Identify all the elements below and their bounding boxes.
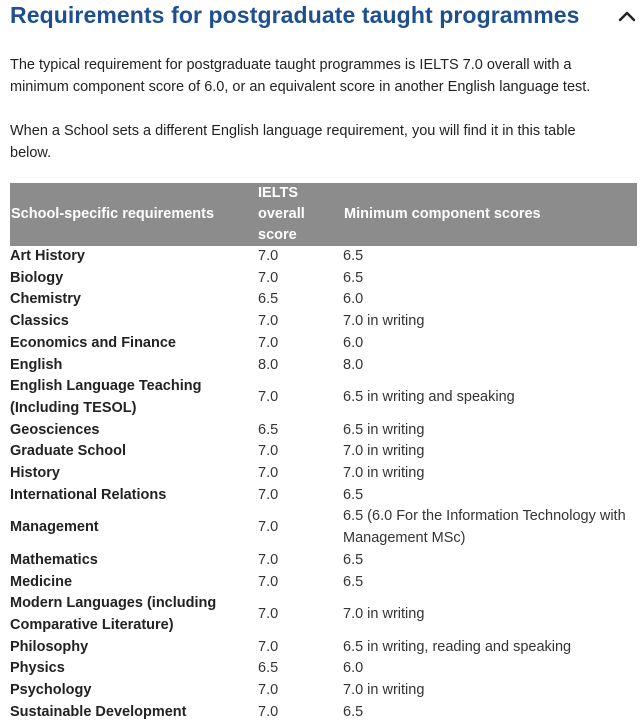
component-score-cell: 8.0 <box>343 356 364 373</box>
ielts-score-cell: 7.0 <box>258 703 279 720</box>
ielts-score-cell: 7.0 <box>258 465 279 482</box>
school-name-cell: Geosciences <box>10 421 100 438</box>
ielts-score-cell: 7.0 <box>258 334 279 351</box>
ielts-score-cell: 7.0 <box>258 682 279 699</box>
school-name-cell: Sustainable Development <box>10 703 187 720</box>
school-name-cell: Mathematics <box>10 551 98 568</box>
table-row <box>10 376 637 419</box>
component-score-cell: 6.5 in writing <box>343 421 425 438</box>
table-row <box>10 658 637 680</box>
table-row <box>10 463 637 485</box>
header-school: School-specific requirements <box>10 183 258 246</box>
component-score-cell: 6.5 <box>343 486 364 503</box>
school-name-cell: Modern Languages (including Comparative Literature) <box>10 595 217 633</box>
table-row <box>10 593 637 636</box>
chevron-up-icon[interactable] <box>616 6 638 28</box>
ielts-score-cell: 7.0 <box>258 606 279 623</box>
table-header-row <box>10 183 637 246</box>
table-row <box>10 355 637 377</box>
component-score-cell: 6.0 <box>343 291 364 308</box>
school-name-cell: Psychology <box>10 682 92 699</box>
ielts-score-cell: 8.0 <box>258 356 279 373</box>
ielts-score-cell: 7.0 <box>258 638 279 655</box>
school-name-cell: History <box>10 465 60 482</box>
school-name-cell: Management <box>10 519 99 536</box>
table-row <box>10 485 637 507</box>
component-score-cell: 6.5 <box>343 573 364 590</box>
section-header[interactable] <box>10 0 644 34</box>
school-name-cell: International Relations <box>10 486 167 503</box>
component-score-cell: 6.5 <box>343 248 364 264</box>
component-score-cell: 6.5 <box>343 551 364 568</box>
ielts-score-cell: 7.0 <box>258 573 279 590</box>
table-row <box>10 680 637 702</box>
table-body <box>10 246 637 723</box>
component-score-cell: 6.5 in writing and speaking <box>343 389 515 406</box>
component-score-cell: 7.0 in writing <box>343 465 425 482</box>
ielts-score-cell: 7.0 <box>258 443 279 460</box>
ielts-score-cell: 6.5 <box>258 660 279 677</box>
ielts-score-cell: 7.0 <box>258 269 279 286</box>
school-name-cell: English Language Teaching (Including TESOL) <box>10 378 202 416</box>
table-row <box>10 441 637 463</box>
table-row <box>10 311 637 333</box>
header-ielts-line1: IELTS <box>258 185 299 201</box>
table-row <box>10 246 637 268</box>
school-name-cell: Chemistry <box>10 291 81 308</box>
table-row <box>10 420 637 442</box>
ielts-score-cell: 7.0 <box>258 313 279 330</box>
ielts-score-cell: 7.0 <box>258 551 279 568</box>
school-name-cell: Medicine <box>10 573 73 590</box>
component-score-cell: 7.0 in writing <box>343 606 425 623</box>
school-name-cell: Biology <box>10 269 64 286</box>
header-ielts <box>258 183 343 246</box>
intro-paragraph-typical: The typical requirement for postgraduate taught programmes is IELTS 7.0 overall with a minimum component score of 6.0, or an equivalent score in another English language test. <box>10 57 591 95</box>
ielts-score-cell: 7.0 <box>258 389 279 406</box>
table-row <box>10 268 637 290</box>
component-score-cell: 6.5 <box>343 703 364 720</box>
school-name-cell: Classics <box>10 313 69 330</box>
intro-paragraph-school: When a School sets a different English language requirement, you will find it in this table below. <box>10 123 576 161</box>
table-row <box>10 637 637 659</box>
table-row <box>10 572 637 594</box>
component-score-cell: 6.5 <box>343 269 364 286</box>
component-score-cell: 7.0 in writing <box>343 313 425 330</box>
component-score-cell: 6.0 <box>343 334 364 351</box>
school-name-cell: Graduate School <box>10 443 127 460</box>
component-score-cell: 7.0 in writing <box>343 443 425 460</box>
school-name-cell: Philosophy <box>10 638 89 655</box>
table-row <box>10 702 637 723</box>
table-row <box>10 333 637 355</box>
table-row <box>10 289 637 311</box>
school-name-cell: Economics and Finance <box>10 334 176 351</box>
ielts-score-cell: 6.5 <box>258 421 279 438</box>
component-score-cell: 7.0 in writing <box>343 682 425 699</box>
requirements-table <box>10 183 637 723</box>
component-score-cell: 6.5 (6.0 For the Information Technology with Management MSc) <box>343 508 626 547</box>
header-ielts-line2: overall score <box>258 206 305 243</box>
ielts-score-cell: 7.0 <box>258 486 279 503</box>
header-components: Minimum component scores <box>343 183 637 246</box>
component-score-cell: 6.0 <box>343 660 364 677</box>
school-name-cell: Physics <box>10 660 65 677</box>
ielts-score-cell: 7.0 <box>258 248 279 264</box>
table-row <box>10 550 637 572</box>
school-name-cell: English <box>10 356 63 373</box>
ielts-score-cell: 6.5 <box>258 291 279 308</box>
school-name-cell: Art History <box>10 248 85 264</box>
section-title: Requirements for postgraduate taught programmes <box>10 2 580 28</box>
component-score-cell: 6.5 in writing, reading and speaking <box>343 638 572 655</box>
table-header <box>10 183 637 246</box>
table-row <box>10 506 637 549</box>
ielts-score-cell: 7.0 <box>258 519 279 536</box>
